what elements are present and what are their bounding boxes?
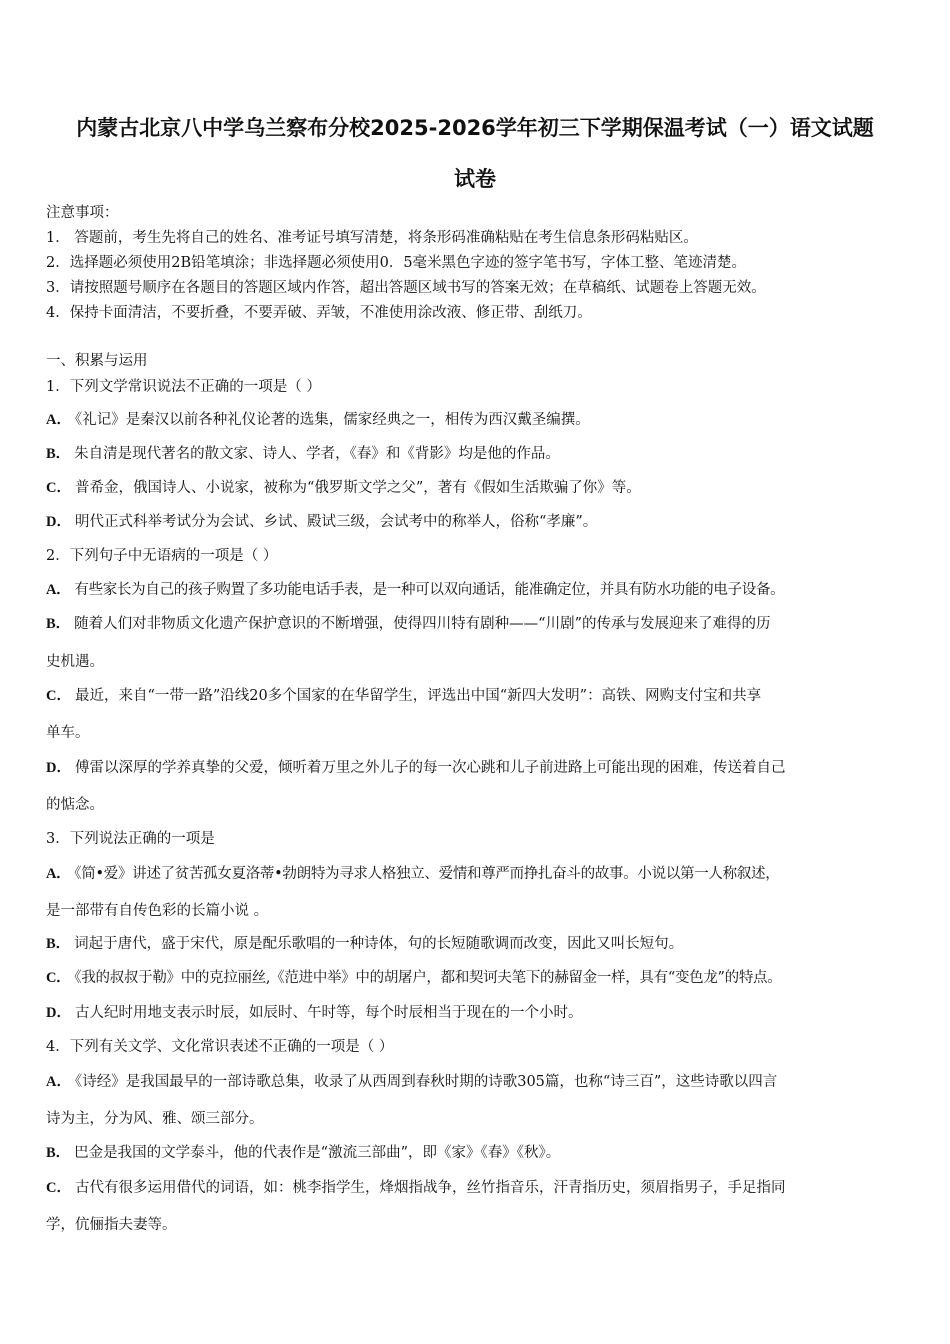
option-text: 最近，来自“一带一路”沿线20多个国家的在华留学生，评选出中国“新四大发明”：高铁、网购支付宝和共享	[74, 688, 762, 704]
notice-item: 4．保持卡面清洁，不要折叠，不要弄破、弄皱，不准使用涂改液、修正带、刮纸刀。	[46, 305, 592, 321]
option-label: B．	[46, 1145, 71, 1161]
option-text-continued: 史机遇。	[46, 654, 104, 670]
option-label: A．	[46, 582, 71, 598]
question-option	[46, 864, 779, 884]
option-text: 明代正式科举考试分为会试、乡试、殿试三级，会试考中的称举人，俗称“孝廉”。	[74, 514, 598, 530]
question-option	[46, 1178, 785, 1198]
option-label: D．	[46, 760, 71, 776]
option-text: 巴金是我国的文学泰斗，他的代表作是“激流三部曲”，即《家》《春》《秋》。	[74, 1145, 561, 1161]
option-label: C．	[46, 1180, 71, 1196]
question-stem: 2．下列句子中无语病的一项是（ ）	[46, 548, 278, 564]
option-text: 《诗经》是我国最早的一部诗歌总集，收录了从西周到春秋时期的诗歌305篇，也称“诗三百”，这些诗歌以四言	[74, 1074, 778, 1090]
option-text: 有些家长为自己的孩子购置了多功能电话手表，是一种可以双向通话，能准确定位，并具有防水功能的电子设备。	[74, 582, 785, 598]
exam-title-line-2: 试卷	[454, 167, 496, 191]
question-option	[46, 1003, 582, 1023]
section-title: 一、积累与运用	[46, 353, 148, 369]
question-option	[46, 444, 560, 464]
notice-item: 2．选择题必须使用2B铅笔填涂；非选择题必须使用0．5毫米黑色字迹的签字笔书写，字体工整、笔迹清楚。	[46, 255, 747, 271]
option-text-continued: 是一部带有自传色彩的长篇小说 。	[46, 903, 269, 919]
notice-heading: 注意事项：	[46, 205, 119, 221]
question-option	[46, 758, 785, 778]
option-text: 朱自清是现代著名的散文家、诗人、学者，《春》和《背影》均是他的作品。	[74, 446, 560, 462]
option-text: 《简•爱》讲述了贫苦孤女夏洛蒂•勃朗特为寻求人格独立、爱情和尊严而挣扎奋斗的故事。小说以第一人称叙述，	[74, 866, 780, 882]
option-text: 古代有很多运用借代的词语，如：桃李指学生，烽烟指战争，丝竹指音乐，汗青指历史，须眉指男子，手足指同	[74, 1180, 786, 1196]
exam-title-line-1: 内蒙古北京八中学乌兰察布分校2025-2026学年初三下学期保温考试（一）语文试题	[76, 116, 874, 140]
question-option	[46, 1143, 560, 1163]
option-label: D．	[46, 1005, 71, 1021]
option-text: 《我的叔叔于勒》中的克拉丽丝,《范进中举》中的胡屠户，都和契诃夫笔下的赫留金一样，具有“变色龙”的特点。	[74, 970, 782, 986]
question-stem: 3．下列说法正确的一项是	[46, 831, 215, 847]
notice-item: 1． 答题前，考生先将自己的姓名、准考证号填写清楚，将条形码准确粘贴在考生信息条形码粘贴区。	[46, 230, 698, 246]
question-stem: 1．下列文学常识说法不正确的一项是（ ）	[46, 379, 321, 395]
option-text-continued: 学，伉俪指夫妻等。	[46, 1217, 177, 1233]
option-text-continued: 单车。	[46, 725, 90, 741]
option-text: 词起于唐代，盛于宋代，原是配乐歌唱的一种诗体，句的长短随歌调而改变，因此又叫长短句。	[74, 936, 684, 952]
option-label: A．	[46, 866, 71, 882]
question-option	[46, 410, 590, 430]
question-option	[46, 968, 781, 988]
option-text-continued: 的惦念。	[46, 797, 104, 813]
notice-item: 3．请按照题号顺序在各题目的答题区域内作答，超出答题区域书写的答案无效；在草稿纸、试题卷上答题无效。	[46, 280, 766, 296]
option-label: B．	[46, 616, 71, 632]
option-label: B．	[46, 936, 71, 952]
option-text: 随着人们对非物质文化遗产保护意识的不断增强，使得四川特有剧种——“川剧”的传承与发展迎来了难得的历	[74, 616, 771, 632]
question-option	[46, 512, 597, 532]
option-text: 傅雷以深厚的学养真挚的父爱，倾听着万里之外儿子的每一次心跳和儿子前进路上可能出现的困难，传送着自己	[74, 760, 786, 776]
question-option	[46, 614, 771, 634]
question-option	[46, 580, 784, 600]
option-label: C．	[46, 688, 71, 704]
question-option	[46, 1072, 777, 1092]
option-text: 古人纪时用地支表示时辰，如辰时、午时等，每个时辰相当于现在的一个小时。	[74, 1005, 583, 1021]
option-label: B．	[46, 446, 71, 462]
option-text-continued: 诗为主，分为风、雅、颂三部分。	[46, 1111, 264, 1127]
question-option	[46, 478, 641, 498]
question-option	[46, 686, 761, 706]
option-label: A．	[46, 412, 71, 428]
option-text: 普希金，俄国诗人、小说家，被称为“俄罗斯文学之父”，著有《假如生活欺骗了你》等。	[74, 480, 641, 496]
option-text: 《礼记》是秦汉以前各种礼仪论著的选集，儒家经典之一，相传为西汉戴圣编撰。	[74, 412, 590, 428]
option-label: C．	[46, 970, 71, 986]
question-stem: 4．下列有关文学、文化常识表述不正确的一项是（ ）	[46, 1039, 394, 1055]
option-label: C．	[46, 480, 71, 496]
option-label: A．	[46, 1074, 71, 1090]
option-label: D．	[46, 514, 71, 530]
question-option	[46, 934, 683, 954]
